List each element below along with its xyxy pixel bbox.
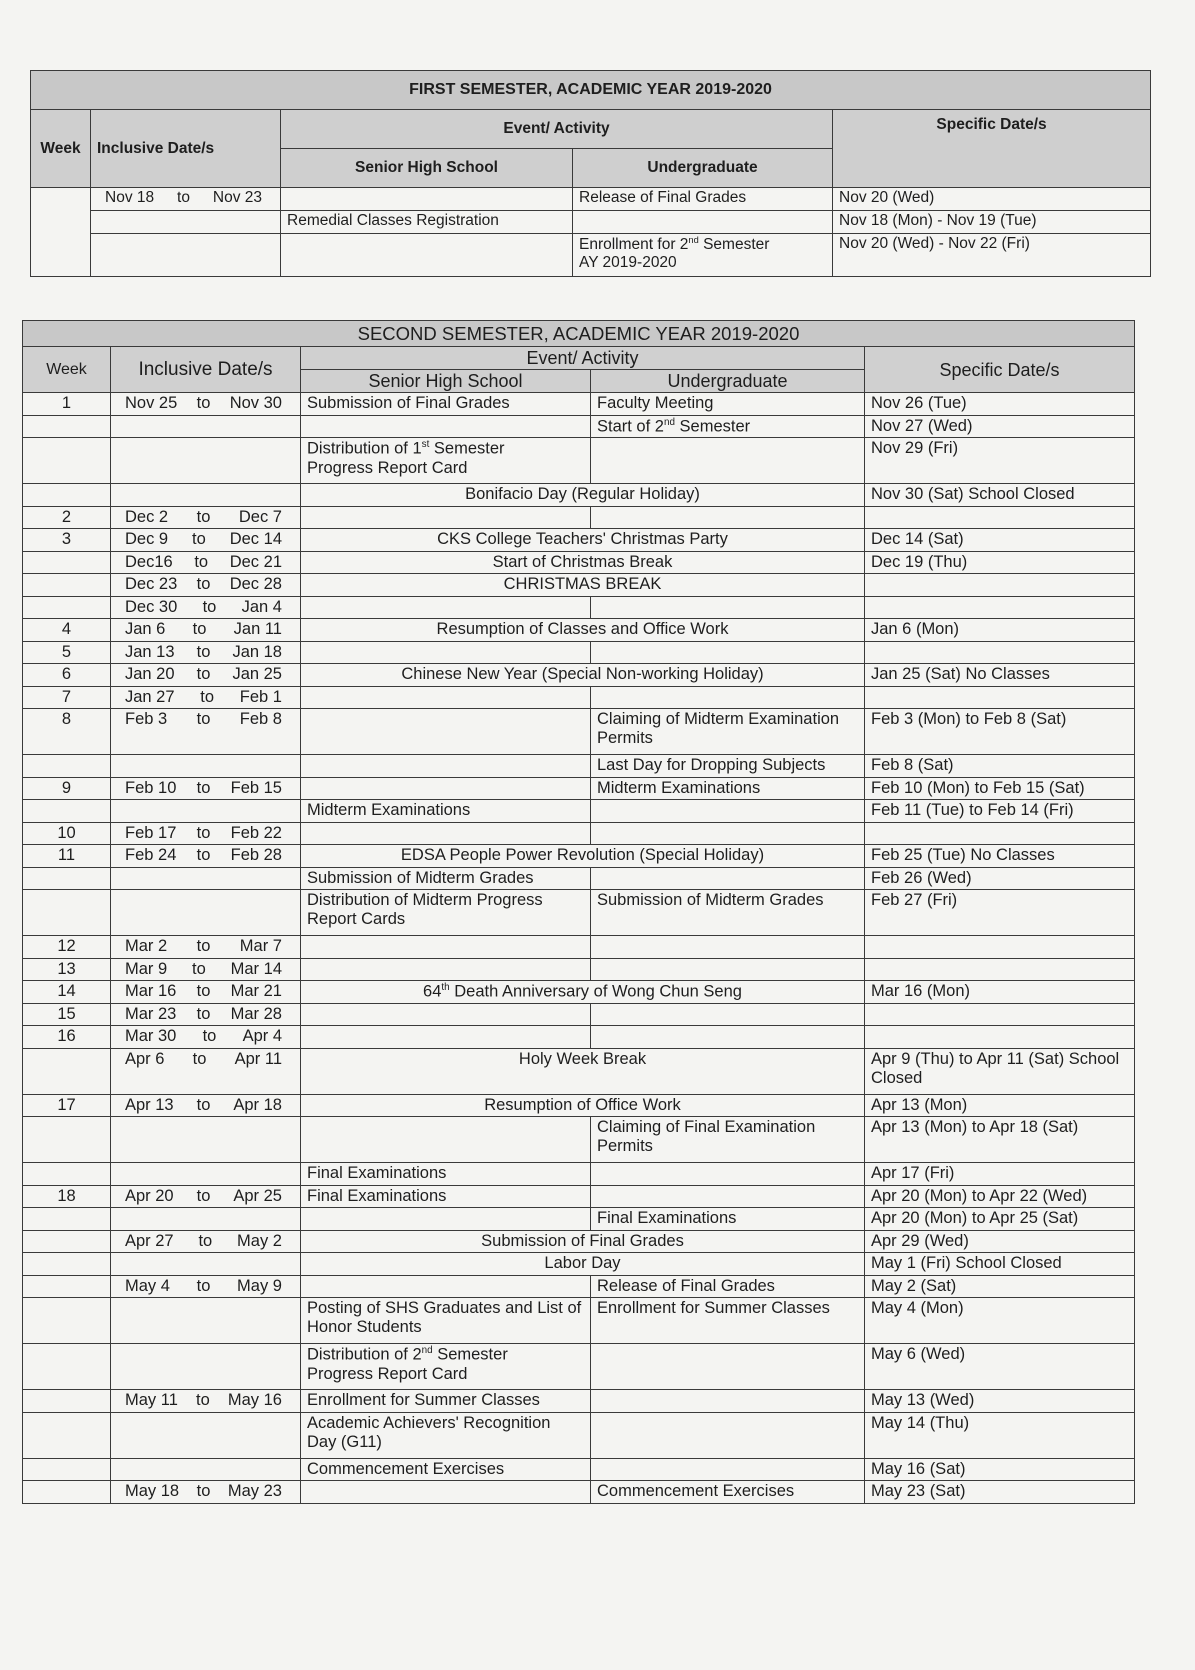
- table-row: [23, 709, 1135, 755]
- shs-event: Midterm Examinations: [301, 800, 591, 823]
- ug-event: [573, 211, 833, 234]
- inclusive-dates: Dec 2 to Dec 7: [111, 506, 301, 529]
- week-cell: [23, 800, 111, 823]
- ug-event: [591, 506, 865, 529]
- inclusive-dates: Jan 27 to Feb 1: [111, 686, 301, 709]
- specific-date: [865, 822, 1135, 845]
- event-both: Start of Christmas Break: [301, 551, 865, 574]
- ug-event: [591, 438, 865, 484]
- inclusive-dates: Feb 24 to Feb 28: [111, 845, 301, 868]
- event-both: Labor Day: [301, 1253, 865, 1276]
- event-both: Holy Week Break: [301, 1048, 865, 1094]
- ug-event: [591, 936, 865, 959]
- inclusive-dates: Dec 30 to Jan 4: [111, 596, 301, 619]
- table-row: [23, 1117, 1135, 1163]
- header-specific-dates: Specific Date/s: [833, 110, 1151, 188]
- ug-event: Submission of Midterm Grades: [591, 890, 865, 936]
- table-row: [23, 596, 1135, 619]
- table-row: [23, 1458, 1135, 1481]
- table-row: [23, 529, 1135, 552]
- inclusive-dates: Apr 6 to Apr 11: [111, 1048, 301, 1094]
- week-cell: 14: [23, 981, 111, 1004]
- specific-date: Nov 20 (Wed) - Nov 22 (Fri): [833, 234, 1151, 277]
- table-row: [23, 641, 1135, 664]
- table-row: [23, 574, 1135, 597]
- week-cell: 11: [23, 845, 111, 868]
- ug-event: Midterm Examinations: [591, 777, 865, 800]
- event-both: Chinese New Year (Special Non-working Holiday): [301, 664, 865, 687]
- specific-date: Feb 8 (Sat): [865, 755, 1135, 778]
- shs-event: [301, 506, 591, 529]
- table-row: [23, 1048, 1135, 1094]
- ug-event: Release of Final Grades: [591, 1275, 865, 1298]
- specific-date: May 16 (Sat): [865, 1458, 1135, 1481]
- inclusive-dates: Mar 9 to Mar 14: [111, 958, 301, 981]
- header-week: Week: [31, 110, 91, 188]
- ug-event: [591, 1163, 865, 1186]
- specific-date: [865, 936, 1135, 959]
- week-cell: 2: [23, 506, 111, 529]
- table-row: [23, 867, 1135, 890]
- shs-event: [301, 1275, 591, 1298]
- week-cell: 10: [23, 822, 111, 845]
- week-cell: [23, 596, 111, 619]
- specific-date: May 4 (Mon): [865, 1298, 1135, 1344]
- shs-event: [301, 1003, 591, 1026]
- shs-event: [301, 686, 591, 709]
- inclusive-dates: May 18 to May 23: [111, 1481, 301, 1504]
- specific-date: May 14 (Thu): [865, 1412, 1135, 1458]
- specific-date: Nov 20 (Wed): [833, 188, 1151, 211]
- specific-date: Feb 11 (Tue) to Feb 14 (Fri): [865, 800, 1135, 823]
- table-row: [23, 393, 1135, 416]
- specific-date: Jan 6 (Mon): [865, 619, 1135, 642]
- ug-event: [591, 1344, 865, 1390]
- inclusive-dates: [111, 484, 301, 507]
- inclusive-dates: [111, 1253, 301, 1276]
- specific-date: Apr 9 (Thu) to Apr 11 (Sat) School Closed: [865, 1048, 1135, 1094]
- shs-event: [301, 1208, 591, 1231]
- week-cell: 18: [23, 1185, 111, 1208]
- week-cell: 3: [23, 529, 111, 552]
- inclusive-dates: Jan 6 to Jan 11: [111, 619, 301, 642]
- inclusive-dates: Mar 16 to Mar 21: [111, 981, 301, 1004]
- table-row: [23, 800, 1135, 823]
- specific-date: May 2 (Sat): [865, 1275, 1135, 1298]
- specific-date: Apr 20 (Mon) to Apr 22 (Wed): [865, 1185, 1135, 1208]
- inclusive-dates: [111, 1298, 301, 1344]
- table-row: [23, 1163, 1135, 1186]
- shs-event: [301, 1026, 591, 1049]
- week-cell: 5: [23, 641, 111, 664]
- inclusive-dates: Apr 13 to Apr 18: [111, 1094, 301, 1117]
- inclusive-dates: [111, 1458, 301, 1481]
- event-both: Resumption of Classes and Office Work: [301, 619, 865, 642]
- specific-date: May 1 (Fri) School Closed: [865, 1253, 1135, 1276]
- inclusive-dates: [111, 415, 301, 438]
- shs-event: Distribution of 2nd Semester Progress Report Card: [301, 1344, 591, 1390]
- specific-date: Jan 25 (Sat) No Classes: [865, 664, 1135, 687]
- inclusive-dates: Apr 20 to Apr 25: [111, 1185, 301, 1208]
- table-row: [23, 619, 1135, 642]
- specific-date: [865, 1003, 1135, 1026]
- shs-event: [281, 188, 573, 211]
- event-both: CKS College Teachers' Christmas Party: [301, 529, 865, 552]
- header-undergraduate: Undergraduate: [591, 370, 865, 393]
- week-cell: 12: [23, 936, 111, 959]
- week-cell: [23, 1481, 111, 1504]
- week-cell: 4: [23, 619, 111, 642]
- inclusive-dates: Feb 3 to Feb 8: [111, 709, 301, 755]
- ug-event: Enrollment for Summer Classes: [591, 1298, 865, 1344]
- table-row: [23, 1208, 1135, 1231]
- week-cell: 1: [23, 393, 111, 416]
- week-cell: 7: [23, 686, 111, 709]
- specific-date: Dec 14 (Sat): [865, 529, 1135, 552]
- header-inclusive-dates: Inclusive Date/s: [111, 347, 301, 393]
- ug-event: Release of Final Grades: [573, 188, 833, 211]
- table-row: [23, 1003, 1135, 1026]
- week-cell: [23, 1048, 111, 1094]
- shs-event: Submission of Midterm Grades: [301, 867, 591, 890]
- ug-event: [591, 1412, 865, 1458]
- table-row: [23, 1094, 1135, 1117]
- shs-event: Enrollment for Summer Classes: [301, 1390, 591, 1413]
- specific-date: Feb 10 (Mon) to Feb 15 (Sat): [865, 777, 1135, 800]
- week-cell: [23, 484, 111, 507]
- week-cell: 9: [23, 777, 111, 800]
- shs-event: [301, 709, 591, 755]
- shs-event: [281, 234, 573, 277]
- specific-date: Nov 26 (Tue): [865, 393, 1135, 416]
- ug-event: Claiming of Final Examination Permits: [591, 1117, 865, 1163]
- table-row: [23, 1185, 1135, 1208]
- specific-date: Feb 3 (Mon) to Feb 8 (Sat): [865, 709, 1135, 755]
- shs-event: Submission of Final Grades: [301, 393, 591, 416]
- ug-event: [591, 867, 865, 890]
- shs-event: [301, 641, 591, 664]
- shs-event: Academic Achievers' Recognition Day (G11): [301, 1412, 591, 1458]
- table-row: [23, 1275, 1135, 1298]
- first-semester-title: FIRST SEMESTER, ACADEMIC YEAR 2019-2020: [31, 71, 1151, 110]
- inclusive-dates: [111, 755, 301, 778]
- specific-date: [865, 686, 1135, 709]
- ug-event: [591, 1390, 865, 1413]
- table-row: [23, 822, 1135, 845]
- week-cell: [23, 755, 111, 778]
- specific-date: Apr 13 (Mon) to Apr 18 (Sat): [865, 1117, 1135, 1163]
- header-specific-dates: Specific Date/s: [865, 347, 1135, 393]
- week-cell: [23, 1230, 111, 1253]
- event-both: Resumption of Office Work: [301, 1094, 865, 1117]
- inclusive-dates: [111, 1344, 301, 1390]
- ug-event: [591, 686, 865, 709]
- shs-event: Final Examinations: [301, 1163, 591, 1186]
- ug-event: Enrollment for 2nd Semester AY 2019-2020: [573, 234, 833, 277]
- specific-date: Apr 17 (Fri): [865, 1163, 1135, 1186]
- week-cell: [23, 1344, 111, 1390]
- inclusive-dates: Dec16 to Dec 21: [111, 551, 301, 574]
- event-both: EDSA People Power Revolution (Special Holiday): [301, 845, 865, 868]
- week-cell: [23, 1275, 111, 1298]
- header-event-activity: Event/ Activity: [281, 110, 833, 149]
- table-row: [23, 415, 1135, 438]
- table-row: [23, 755, 1135, 778]
- specific-date: Mar 16 (Mon): [865, 981, 1135, 1004]
- inclusive-dates: May 4 to May 9: [111, 1275, 301, 1298]
- event-both: 64th Death Anniversary of Wong Chun Seng: [301, 981, 865, 1004]
- inclusive-dates: May 11 to May 16: [111, 1390, 301, 1413]
- ug-event: [591, 822, 865, 845]
- specific-date: [865, 958, 1135, 981]
- table-row: [23, 958, 1135, 981]
- inclusive-dates: [111, 1117, 301, 1163]
- specific-date: Dec 19 (Thu): [865, 551, 1135, 574]
- shs-event: Remedial Classes Registration: [281, 211, 573, 234]
- ug-event: [591, 1026, 865, 1049]
- specific-date: May 13 (Wed): [865, 1390, 1135, 1413]
- table-row: [23, 890, 1135, 936]
- first-semester-table: [30, 70, 1151, 277]
- inclusive-dates: [111, 867, 301, 890]
- table-row: [23, 1298, 1135, 1344]
- table-row: [23, 1026, 1135, 1049]
- specific-date: Nov 18 (Mon) - Nov 19 (Tue): [833, 211, 1151, 234]
- shs-event: [301, 596, 591, 619]
- ug-event: [591, 596, 865, 619]
- specific-date: Nov 27 (Wed): [865, 415, 1135, 438]
- table-row: [23, 1412, 1135, 1458]
- inclusive-dates: [111, 1208, 301, 1231]
- week-cell: [23, 574, 111, 597]
- second-semester-title: SECOND SEMESTER, ACADEMIC YEAR 2019-2020: [23, 321, 1135, 347]
- table-row: [23, 981, 1135, 1004]
- week-cell: [23, 1208, 111, 1231]
- inclusive-dates: Jan 20 to Jan 25: [111, 664, 301, 687]
- shs-event: [301, 415, 591, 438]
- specific-date: Apr 13 (Mon): [865, 1094, 1135, 1117]
- specific-date: [865, 596, 1135, 619]
- inclusive-dates: [111, 438, 301, 484]
- specific-date: [865, 641, 1135, 664]
- event-both: Bonifacio Day (Regular Holiday): [301, 484, 865, 507]
- specific-date: Feb 27 (Fri): [865, 890, 1135, 936]
- header-week: Week: [23, 347, 111, 393]
- table-row: [23, 664, 1135, 687]
- shs-event: [301, 755, 591, 778]
- shs-event: [301, 1481, 591, 1504]
- week-cell: 6: [23, 664, 111, 687]
- shs-event: [301, 777, 591, 800]
- inclusive-dates: [111, 1412, 301, 1458]
- inclusive-dates: [111, 800, 301, 823]
- inclusive-dates: [91, 234, 281, 277]
- inclusive-dates: Feb 10 to Feb 15: [111, 777, 301, 800]
- week-cell: [23, 1253, 111, 1276]
- shs-event: [301, 958, 591, 981]
- table-row: [23, 686, 1135, 709]
- specific-date: [865, 1026, 1135, 1049]
- specific-date: Nov 29 (Fri): [865, 438, 1135, 484]
- inclusive-dates: [111, 1163, 301, 1186]
- inclusive-dates: Mar 2 to Mar 7: [111, 936, 301, 959]
- shs-event: Final Examinations: [301, 1185, 591, 1208]
- table-row: [23, 1230, 1135, 1253]
- ug-event: [591, 1003, 865, 1026]
- table-row: [23, 1344, 1135, 1390]
- table-row: [23, 551, 1135, 574]
- specific-date: Feb 26 (Wed): [865, 867, 1135, 890]
- inclusive-dates: [91, 211, 281, 234]
- specific-date: Apr 29 (Wed): [865, 1230, 1135, 1253]
- header-undergraduate: Undergraduate: [573, 149, 833, 188]
- inclusive-dates: Feb 17 to Feb 22: [111, 822, 301, 845]
- week-cell: [23, 1412, 111, 1458]
- week-cell: [23, 1117, 111, 1163]
- header-senior-high-school: Senior High School: [281, 149, 573, 188]
- specific-date: May 6 (Wed): [865, 1344, 1135, 1390]
- ug-event: Final Examinations: [591, 1208, 865, 1231]
- inclusive-dates: Mar 30 to Apr 4: [111, 1026, 301, 1049]
- table-row: [23, 845, 1135, 868]
- shs-event: Distribution of Midterm Progress Report Cards: [301, 890, 591, 936]
- week-cell: [23, 438, 111, 484]
- second-semester-table: [22, 320, 1135, 1504]
- specific-date: Nov 30 (Sat) School Closed: [865, 484, 1135, 507]
- inclusive-dates: Apr 27 to May 2: [111, 1230, 301, 1253]
- shs-event: Distribution of 1st Semester Progress Report Card: [301, 438, 591, 484]
- week-cell: [23, 551, 111, 574]
- week-cell: [23, 1163, 111, 1186]
- ug-event: [591, 641, 865, 664]
- table-row: [23, 484, 1135, 507]
- table-row: [23, 1390, 1135, 1413]
- week-cell: 8: [23, 709, 111, 755]
- week-cell: 15: [23, 1003, 111, 1026]
- ug-event: [591, 1185, 865, 1208]
- specific-date: [865, 574, 1135, 597]
- table-row: [23, 506, 1135, 529]
- table-row: [23, 777, 1135, 800]
- ug-event: Commencement Exercises: [591, 1481, 865, 1504]
- week-cell: [23, 415, 111, 438]
- inclusive-dates: Jan 13 to Jan 18: [111, 641, 301, 664]
- inclusive-dates: Mar 23 to Mar 28: [111, 1003, 301, 1026]
- table-row: [23, 936, 1135, 959]
- ug-event: [591, 1458, 865, 1481]
- ug-event: Last Day for Dropping Subjects: [591, 755, 865, 778]
- ug-event: Faculty Meeting: [591, 393, 865, 416]
- specific-date: Apr 20 (Mon) to Apr 25 (Sat): [865, 1208, 1135, 1231]
- specific-date: Feb 25 (Tue) No Classes: [865, 845, 1135, 868]
- inclusive-dates: Nov 25 to Nov 30: [111, 393, 301, 416]
- week-cell: [23, 867, 111, 890]
- shs-event: [301, 1117, 591, 1163]
- table-row: [23, 1481, 1135, 1504]
- week-cell: [23, 1390, 111, 1413]
- header-inclusive-dates: Inclusive Date/s: [91, 110, 281, 188]
- week-cell: [23, 1298, 111, 1344]
- week-cell: 16: [23, 1026, 111, 1049]
- ug-event: Claiming of Midterm Examination Permits: [591, 709, 865, 755]
- shs-event: [301, 936, 591, 959]
- week-cell: 13: [23, 958, 111, 981]
- week-cell: [31, 188, 91, 277]
- header-senior-high-school: Senior High School: [301, 370, 591, 393]
- ug-event: [591, 800, 865, 823]
- table-row: [23, 1253, 1135, 1276]
- shs-event: Commencement Exercises: [301, 1458, 591, 1481]
- week-cell: 17: [23, 1094, 111, 1117]
- event-both: Submission of Final Grades: [301, 1230, 865, 1253]
- inclusive-dates: Dec 23 to Dec 28: [111, 574, 301, 597]
- ug-event: [591, 958, 865, 981]
- specific-date: May 23 (Sat): [865, 1481, 1135, 1504]
- ug-event: Start of 2nd Semester: [591, 415, 865, 438]
- specific-date: [865, 506, 1135, 529]
- week-cell: [23, 1458, 111, 1481]
- inclusive-dates: Nov 18 to Nov 23: [91, 188, 281, 211]
- table-row: [23, 438, 1135, 484]
- inclusive-dates: Dec 9 to Dec 14: [111, 529, 301, 552]
- week-cell: [23, 890, 111, 936]
- shs-event: Posting of SHS Graduates and List of Honor Students: [301, 1298, 591, 1344]
- shs-event: [301, 822, 591, 845]
- event-both: CHRISTMAS BREAK: [301, 574, 865, 597]
- inclusive-dates: [111, 890, 301, 936]
- header-event-activity: Event/ Activity: [301, 347, 865, 370]
